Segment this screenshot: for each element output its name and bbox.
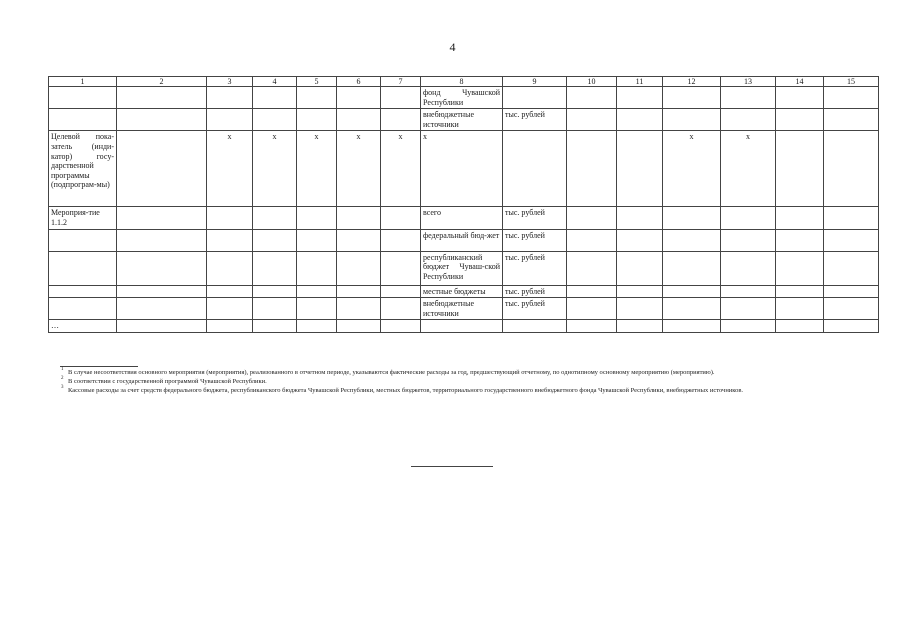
table-cell	[381, 285, 421, 298]
table-cell	[117, 131, 207, 207]
table-cell	[617, 298, 663, 320]
table-cell	[49, 285, 117, 298]
table-cell	[721, 251, 776, 285]
table-cell	[503, 87, 567, 109]
report-table	[48, 76, 879, 333]
table-cell	[253, 109, 297, 131]
table-cell	[567, 229, 617, 251]
table-cell	[207, 207, 253, 229]
table-cell: тыс. рублей	[503, 109, 567, 131]
table-cell	[824, 131, 879, 207]
table-cell: …	[49, 320, 117, 333]
closing-line	[411, 466, 493, 467]
table-cell	[776, 251, 824, 285]
table-cell	[617, 251, 663, 285]
table-cell	[663, 298, 721, 320]
table-cell: федеральный бюд-жет	[421, 229, 503, 251]
table-cell	[503, 320, 567, 333]
table-cell	[567, 109, 617, 131]
table-cell	[567, 285, 617, 298]
table-cell	[117, 109, 207, 131]
table-cell: всего	[421, 207, 503, 229]
table-cell	[337, 229, 381, 251]
table-cell	[49, 298, 117, 320]
table-cell	[663, 207, 721, 229]
table-cell	[721, 229, 776, 251]
table-cell	[297, 251, 337, 285]
table-cell	[337, 207, 381, 229]
table-cell: тыс. рублей	[503, 298, 567, 320]
table-cell	[567, 320, 617, 333]
table-cell	[207, 285, 253, 298]
table-cell	[824, 251, 879, 285]
table-cell	[824, 109, 879, 131]
table-cell: тыс. рублей	[503, 251, 567, 285]
table-cell	[776, 131, 824, 207]
table-row	[49, 320, 879, 333]
table-cell	[49, 251, 117, 285]
table-cell	[253, 87, 297, 109]
table-row	[49, 109, 879, 131]
table-cell	[297, 320, 337, 333]
table-cell: х	[721, 131, 776, 207]
column-header: 1	[49, 77, 117, 87]
footnote-text: В соответствии с государственной программой Чувашской Республики.	[68, 377, 267, 385]
table-row	[49, 87, 879, 109]
table-cell	[663, 109, 721, 131]
table-cell	[207, 251, 253, 285]
table-cell	[381, 229, 421, 251]
table-cell	[617, 131, 663, 207]
table-cell	[824, 285, 879, 298]
table-row	[49, 285, 879, 298]
table-cell	[117, 207, 207, 229]
footnotes	[60, 366, 850, 395]
table-cell: Целевой пока-затель (инди-катор) госу-дарственной программы (подпрограм-мы)	[49, 131, 117, 207]
table-cell	[381, 87, 421, 109]
table-cell	[297, 87, 337, 109]
column-header: 7	[381, 77, 421, 87]
table-cell	[721, 87, 776, 109]
table-row	[49, 131, 879, 207]
column-header: 5	[297, 77, 337, 87]
table-cell	[117, 229, 207, 251]
table-cell	[381, 207, 421, 229]
column-header: 10	[567, 77, 617, 87]
table-cell	[721, 298, 776, 320]
table-cell: х	[207, 131, 253, 207]
table-row	[49, 229, 879, 251]
table-cell	[824, 320, 879, 333]
table-cell	[503, 131, 567, 207]
footnote-1	[60, 369, 850, 378]
table-cell	[617, 109, 663, 131]
table-row	[49, 298, 879, 320]
table-cell	[663, 251, 721, 285]
table-cell: х	[421, 131, 503, 207]
footnote-text: В случае несоответствия основного мероприятия (мероприятия), реализованного в отчетном периоде, указываются фактические расходы за год, предшествующий отчетному, по однотипному основному мероприятию (мероприятию).	[68, 369, 715, 376]
table-cell	[824, 298, 879, 320]
column-header: 11	[617, 77, 663, 87]
table-cell: х	[381, 131, 421, 207]
table-cell: х	[337, 131, 381, 207]
table-cell	[381, 320, 421, 333]
column-header: 2	[117, 77, 207, 87]
table-cell: внебюджетные источники	[421, 298, 503, 320]
footnote-mark: 2	[61, 375, 64, 381]
table-cell	[381, 251, 421, 285]
table-row	[49, 251, 879, 285]
table-cell	[776, 320, 824, 333]
footnote-rule	[60, 366, 138, 367]
table-cell	[253, 229, 297, 251]
table-cell	[49, 229, 117, 251]
table-cell	[721, 320, 776, 333]
table-cell	[663, 320, 721, 333]
table-cell	[824, 229, 879, 251]
table-cell	[776, 109, 824, 131]
table-cell	[617, 320, 663, 333]
table-cell	[253, 320, 297, 333]
table-cell: фонд Чувашской Республики	[421, 87, 503, 109]
table-cell: тыс. рублей	[503, 229, 567, 251]
table-cell: тыс. рублей	[503, 207, 567, 229]
table-cell	[337, 320, 381, 333]
column-header: 3	[207, 77, 253, 87]
table-cell	[617, 285, 663, 298]
table-cell	[721, 207, 776, 229]
table-cell	[253, 285, 297, 298]
table-cell	[663, 87, 721, 109]
table-cell	[253, 298, 297, 320]
table-cell	[337, 251, 381, 285]
table-cell	[207, 298, 253, 320]
table-cell: х	[253, 131, 297, 207]
table-cell	[117, 87, 207, 109]
table-cell	[567, 207, 617, 229]
table-cell	[567, 298, 617, 320]
table-cell	[207, 87, 253, 109]
table-cell	[567, 251, 617, 285]
table-cell	[117, 298, 207, 320]
table-cell	[617, 229, 663, 251]
table-cell	[421, 320, 503, 333]
page-number: 4	[449, 40, 456, 54]
footnote-2	[60, 375, 850, 387]
table-cell: местные бюджеты	[421, 285, 503, 298]
table-cell: х	[663, 131, 721, 207]
table-cell	[297, 285, 337, 298]
table-cell	[663, 229, 721, 251]
table-cell	[776, 87, 824, 109]
footnote-mark: 1	[61, 367, 64, 372]
footnote-3	[60, 384, 850, 396]
table-header-row	[49, 77, 879, 87]
table-cell	[381, 298, 421, 320]
table-cell: внебюджетные источники	[421, 109, 503, 131]
table-cell	[297, 229, 337, 251]
table-cell: тыс. рублей	[503, 285, 567, 298]
footnote-mark: 3	[61, 384, 64, 390]
table-cell	[337, 109, 381, 131]
table-cell	[117, 320, 207, 333]
table-cell	[776, 229, 824, 251]
table-cell	[297, 298, 337, 320]
table-cell	[381, 109, 421, 131]
table-cell	[337, 87, 381, 109]
table-cell	[207, 109, 253, 131]
table-cell	[207, 320, 253, 333]
table-cell	[776, 285, 824, 298]
column-header: 6	[337, 77, 381, 87]
table-cell	[297, 109, 337, 131]
column-header: 14	[776, 77, 824, 87]
table-cell	[617, 207, 663, 229]
table-cell: республиканский бюджет Чуваш-ской Республики	[421, 251, 503, 285]
column-header: 9	[503, 77, 567, 87]
column-header: 12	[663, 77, 721, 87]
table-cell	[663, 285, 721, 298]
table-cell: Мероприя-тие 1.1.2	[49, 207, 117, 229]
table-cell	[49, 109, 117, 131]
table-cell	[253, 207, 297, 229]
table-cell	[117, 285, 207, 298]
table-cell	[337, 285, 381, 298]
table-cell	[721, 109, 776, 131]
footnote-text: Кассовые расходы за счет средств федерального бюджета, республиканского бюджета Чувашской Республики, местных бюджетов, территориального государственного внебюджетного фонда Чувашской Республики, внебюджетных источников.	[68, 386, 744, 394]
table-cell	[567, 87, 617, 109]
table-cell	[297, 207, 337, 229]
column-header: 8	[421, 77, 503, 87]
table-cell	[207, 229, 253, 251]
table-cell	[337, 298, 381, 320]
column-header: 15	[824, 77, 879, 87]
table-cell	[776, 298, 824, 320]
table-cell: х	[297, 131, 337, 207]
table-cell	[567, 131, 617, 207]
table-cell	[824, 87, 879, 109]
table-cell	[824, 207, 879, 229]
column-header: 4	[253, 77, 297, 87]
table-cell	[49, 87, 117, 109]
table-cell	[253, 251, 297, 285]
table-row	[49, 207, 879, 229]
table-cell	[721, 285, 776, 298]
table-cell	[117, 251, 207, 285]
table-cell	[617, 87, 663, 109]
column-header: 13	[721, 77, 776, 87]
table-cell	[776, 207, 824, 229]
